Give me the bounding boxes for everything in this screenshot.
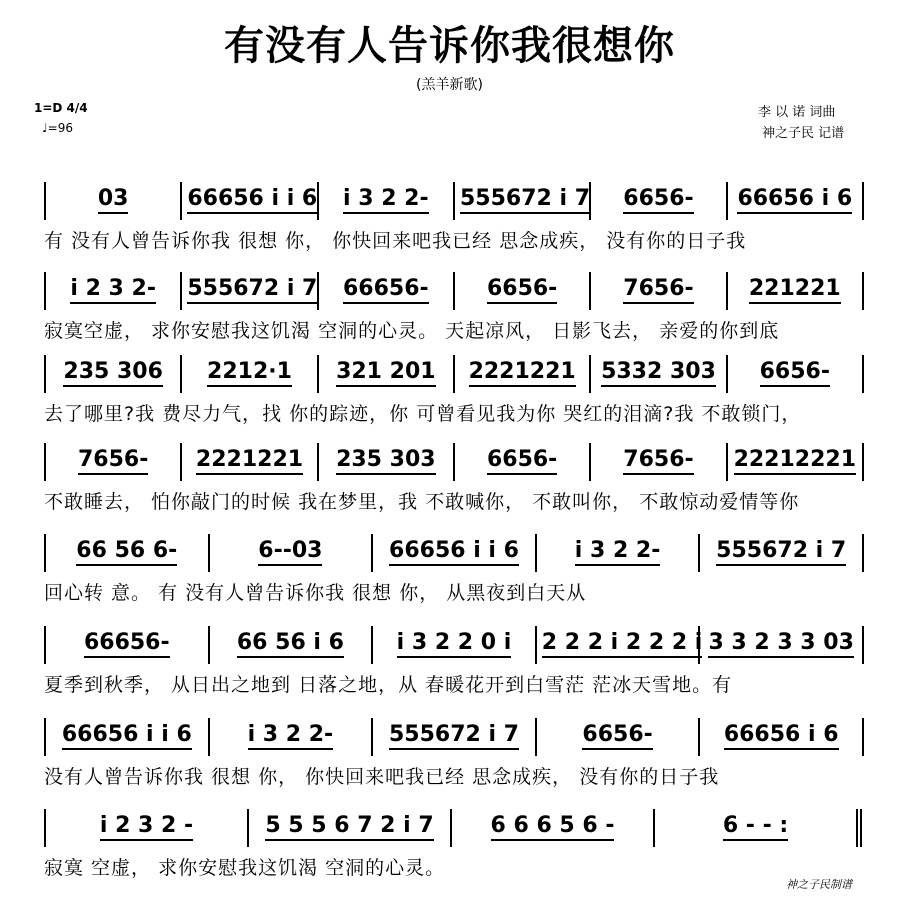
measure-notes: 2 2 2 i 2 2 2 i <box>542 632 703 658</box>
measure-notes: 2212·1 <box>207 361 292 387</box>
measure <box>210 624 372 664</box>
measure <box>452 807 653 847</box>
staff-row <box>44 532 864 572</box>
measure-notes: 6656- <box>760 361 830 387</box>
measure <box>182 441 316 481</box>
measure <box>373 532 535 572</box>
staff-row <box>44 624 864 664</box>
measure-notes: 3 3 2 3 3 03 <box>708 632 853 658</box>
measure <box>728 270 862 310</box>
measure-notes: 66656- <box>343 278 429 304</box>
measure <box>591 353 725 393</box>
lyrics-line: 不敢睡去， 怕你敲门的时候 我在梦里，我 不敢喊你， 不敢叫你， 不敢惊动爱情等你 <box>44 491 800 513</box>
measure-notes: 555672 i 7 <box>716 540 846 566</box>
measure-notes: 7656- <box>78 449 148 475</box>
measure-notes: 66656 i i 6 <box>62 724 192 750</box>
lyricist-composer-credit: 李 以 诺 词曲 <box>758 105 836 120</box>
barline <box>862 182 864 220</box>
transcriber-credit: 神之子民 记谱 <box>762 126 845 141</box>
measure-notes: 6656- <box>487 449 557 475</box>
measure <box>373 716 535 756</box>
measure-notes: 555672 i 7 <box>460 188 590 214</box>
measure <box>46 353 180 393</box>
measure-notes: 66656- <box>84 632 170 658</box>
measure-notes: i 2 3 2 - <box>100 815 193 841</box>
measure-notes: 03 <box>98 188 129 214</box>
measure <box>210 716 372 756</box>
lyrics-line: 回心转 意。 有 没有人曾告诉你我 很想 你， 从黑夜到白天从 <box>44 582 587 604</box>
final-barline <box>856 809 864 847</box>
watermark: 神之子民制谱 <box>786 878 852 891</box>
measure <box>46 180 180 220</box>
measure <box>700 532 862 572</box>
measure-notes: 6656- <box>582 724 652 750</box>
lyrics-line: 寂寞 空虚， 求你安慰我这饥渴 空洞的心灵。 <box>44 857 446 879</box>
measure-notes: 235 306 <box>63 361 163 387</box>
staff-row <box>44 270 864 310</box>
measure-notes: 6--03 <box>258 540 322 566</box>
measure-notes: 66656 i i 6 <box>187 188 317 214</box>
barline <box>862 534 864 572</box>
measure-notes: 66 56 i 6 <box>237 632 344 658</box>
measure-notes: i 2 3 2- <box>70 278 156 304</box>
measure-notes: 555672 i 7 <box>187 278 317 304</box>
measure-notes: 6656- <box>623 188 693 214</box>
measure-notes: 6 6 6 5 6 - <box>491 815 615 841</box>
measure <box>700 716 862 756</box>
staff-row <box>44 180 864 220</box>
measure-notes: 221221 <box>749 278 841 304</box>
barline <box>862 443 864 481</box>
measure <box>319 441 453 481</box>
lyrics-line: 去了哪里?我 费尽力气，找 你的踪迹，你 可曾看见我为你 哭红的泪滴?我 不敢锁门， <box>44 403 802 425</box>
measure-notes: 6 - - : <box>723 815 788 841</box>
measure <box>655 807 856 847</box>
measure-notes: 7656- <box>623 449 693 475</box>
measure <box>728 441 862 481</box>
measure-notes: 66 56 6- <box>76 540 177 566</box>
measure <box>210 532 372 572</box>
measure <box>46 270 180 310</box>
measure-notes: 235 303 <box>336 449 436 475</box>
lyrics-line: 没有人曾告诉你我 很想 你， 你快回来吧我已经 思念成疾， 没有你的日子我 <box>44 766 720 788</box>
measure-notes: 5 5 5 6 7 2 i 7 <box>265 815 433 841</box>
song-title: 有没有人告诉你我很想你 <box>224 22 675 69</box>
measure <box>455 353 589 393</box>
measure-notes: 555672 i 7 <box>389 724 519 750</box>
measure-notes: 66656 i i 6 <box>389 540 519 566</box>
measure <box>591 180 725 220</box>
measure-notes: 2221221 <box>196 449 303 475</box>
measure <box>700 624 862 664</box>
measure <box>319 270 453 310</box>
measure <box>455 441 589 481</box>
measure <box>182 270 316 310</box>
measure <box>182 180 316 220</box>
barline <box>862 272 864 310</box>
measure <box>537 624 703 664</box>
measure <box>46 532 208 572</box>
measure-notes: i 3 2 2- <box>575 540 661 566</box>
lyrics-line: 夏季到秋季， 从日出之地到 日落之地，从 春暖花开到白雪茫 茫冰天雪地。有 <box>44 674 733 696</box>
measure <box>46 441 180 481</box>
measure <box>46 624 208 664</box>
measure <box>373 624 535 664</box>
measure <box>728 353 862 393</box>
lyrics-line: 寂寞空虚， 求你安慰我这饥渴 空洞的心灵。 天起凉风， 日影飞去， 亲爱的你到底 <box>44 320 780 342</box>
measure <box>455 270 589 310</box>
measure-notes: 7656- <box>623 278 693 304</box>
measure <box>591 270 725 310</box>
measure <box>455 180 589 220</box>
measure <box>537 532 699 572</box>
staff-row <box>44 716 864 756</box>
measure-notes: 66656 i 6 <box>724 724 839 750</box>
staff-row <box>44 441 864 481</box>
key-signature: 1=D 4/4 <box>34 101 88 115</box>
measure-notes: 321 201 <box>336 361 436 387</box>
measure-notes: 22212221 <box>734 449 856 475</box>
measure <box>46 807 247 847</box>
staff-row <box>44 353 864 393</box>
measure <box>182 353 316 393</box>
tempo-marking: ♩=96 <box>42 121 73 135</box>
measure-notes: 5332 303 <box>601 361 716 387</box>
measure <box>537 716 699 756</box>
measure-notes: i 3 2 2 0 i <box>397 632 512 658</box>
measure <box>319 353 453 393</box>
barline <box>862 355 864 393</box>
measure-notes: i 3 2 2- <box>248 724 334 750</box>
measure-notes: 2221221 <box>469 361 576 387</box>
barline <box>862 626 864 664</box>
measure <box>249 807 450 847</box>
measure <box>319 180 453 220</box>
staff-row <box>44 807 864 847</box>
lyrics-line: 有 没有人曾告诉你我 很想 你， 你快回来吧我已经 思念成疾， 没有你的日子我 <box>44 230 747 252</box>
song-subtitle: (羔羊新歌) <box>416 77 483 93</box>
barline <box>862 718 864 756</box>
measure-notes: 6656- <box>487 278 557 304</box>
measure-notes: 66656 i 6 <box>737 188 852 214</box>
measure-notes: i 3 2 2- <box>343 188 429 214</box>
measure <box>728 180 862 220</box>
measure <box>46 716 208 756</box>
measure <box>591 441 725 481</box>
